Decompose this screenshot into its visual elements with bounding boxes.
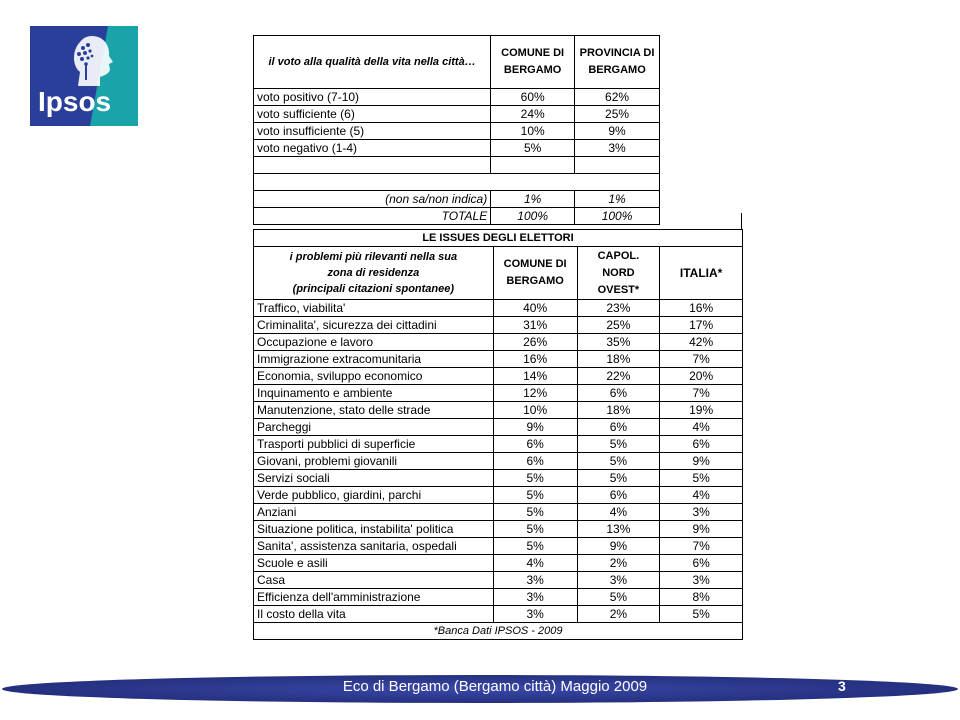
cell-value: 13% bbox=[577, 521, 660, 538]
column-header-capol: CAPOL. NORD OVEST* bbox=[577, 247, 660, 300]
cell-value: 17% bbox=[660, 317, 743, 334]
blank-cell bbox=[575, 157, 660, 174]
cell-value: 5% bbox=[577, 453, 660, 470]
table-row bbox=[254, 106, 660, 123]
column-header-provincia: PROVINCIA DI BERGAMO bbox=[575, 36, 660, 89]
table-row bbox=[254, 402, 743, 419]
cell-value: 23% bbox=[577, 300, 660, 317]
cell-value: 10% bbox=[493, 402, 577, 419]
row-label: voto negativo (1-4) bbox=[254, 140, 491, 157]
cell-value: 62% bbox=[575, 89, 660, 106]
cell-value: 5% bbox=[660, 606, 743, 623]
cell-value: 20% bbox=[660, 368, 743, 385]
cell-value: 4% bbox=[660, 419, 743, 436]
cell-value: 5% bbox=[493, 521, 577, 538]
table-row bbox=[254, 385, 743, 402]
row-label: Efficienza dell'amministrazione bbox=[254, 589, 494, 606]
cell-value: 6% bbox=[577, 487, 660, 504]
cell-value: 5% bbox=[660, 470, 743, 487]
row-label: Manutenzione, stato delle strade bbox=[254, 402, 494, 419]
cell-value: 100% bbox=[491, 208, 575, 225]
row-label: Economia, sviluppo economico bbox=[254, 368, 494, 385]
row-label: Casa bbox=[254, 572, 494, 589]
cell-value: 5% bbox=[577, 470, 660, 487]
cell-value: 5% bbox=[493, 470, 577, 487]
row-label: voto insufficiente (5) bbox=[254, 123, 491, 140]
cell-value: 18% bbox=[577, 402, 660, 419]
cell-value: 16% bbox=[660, 300, 743, 317]
table-row bbox=[254, 555, 743, 572]
logo-text: Ipsos bbox=[38, 86, 112, 117]
row-label: Sanita', assistenza sanitaria, ospedali bbox=[254, 538, 494, 555]
row-label: Situazione politica, instabilita' politica bbox=[254, 521, 494, 538]
cell-value: 9% bbox=[493, 419, 577, 436]
cell-value: 8% bbox=[660, 589, 743, 606]
cell-value: 3% bbox=[493, 589, 577, 606]
cell-value: 9% bbox=[575, 123, 660, 140]
cell-value: 9% bbox=[577, 538, 660, 555]
row-label: Scuole e asili bbox=[254, 555, 494, 572]
column-header-comune: COMUNE DI BERGAMO bbox=[493, 247, 577, 300]
cell-value: 3% bbox=[575, 140, 660, 157]
footnote-row bbox=[254, 623, 743, 640]
row-label: Servizi sociali bbox=[254, 470, 494, 487]
footnote: *Banca Dati IPSOS - 2009 bbox=[254, 623, 743, 640]
cell-value: 60% bbox=[491, 89, 575, 106]
question-header: il voto alla qualità della vita nella città… bbox=[254, 36, 491, 89]
cell-value: 9% bbox=[660, 453, 743, 470]
row-label: Immigrazione extracomunitaria bbox=[254, 351, 494, 368]
ipsos-logo bbox=[30, 26, 138, 126]
cell-value: 9% bbox=[660, 521, 743, 538]
cell-value: 4% bbox=[660, 487, 743, 504]
blank-cell bbox=[491, 157, 575, 174]
table-header-row bbox=[254, 36, 660, 89]
nonsa-row bbox=[254, 191, 660, 208]
cell-value: 5% bbox=[493, 538, 577, 555]
row-label: TOTALE bbox=[254, 208, 491, 225]
cell-value: 5% bbox=[577, 589, 660, 606]
row-label: Anziani bbox=[254, 504, 494, 521]
table-row bbox=[254, 538, 743, 555]
cell-value: 2% bbox=[577, 606, 660, 623]
quality-of-life-table bbox=[253, 35, 660, 225]
table-row bbox=[254, 606, 743, 623]
table-row bbox=[254, 589, 743, 606]
blank-row bbox=[254, 157, 660, 174]
question-line: (principali citazioni spontanee) bbox=[292, 283, 455, 295]
table-row bbox=[254, 504, 743, 521]
column-header-italia: ITALIA* bbox=[660, 247, 743, 300]
cell-value: 6% bbox=[493, 453, 577, 470]
row-label: Il costo della vita bbox=[254, 606, 494, 623]
row-label: Occupazione e lavoro bbox=[254, 334, 494, 351]
cell-value: 25% bbox=[577, 317, 660, 334]
cell-value: 40% bbox=[493, 300, 577, 317]
table-row bbox=[254, 300, 743, 317]
cell-value: 18% bbox=[577, 351, 660, 368]
cell-value: 19% bbox=[660, 402, 743, 419]
cell-value: 5% bbox=[493, 487, 577, 504]
row-label: (non sa/non indica) bbox=[254, 191, 491, 208]
table-row bbox=[254, 419, 743, 436]
row-label: Verde pubblico, giardini, parchi bbox=[254, 487, 494, 504]
cell-value: 35% bbox=[577, 334, 660, 351]
table-row bbox=[254, 470, 743, 487]
footer-text: Eco di Bergamo (Bergamo città) Maggio 2009 bbox=[342, 678, 648, 695]
cell-value: 3% bbox=[493, 572, 577, 589]
cell-value: 16% bbox=[493, 351, 577, 368]
column-header-comune: COMUNE DI BERGAMO bbox=[491, 36, 575, 89]
row-label: Criminalita', sicurezza dei cittadini bbox=[254, 317, 494, 334]
row-label: voto sufficiente (6) bbox=[254, 106, 491, 123]
cell-value: 5% bbox=[491, 140, 575, 157]
cell-value: 2% bbox=[577, 555, 660, 572]
cell-value: 5% bbox=[493, 504, 577, 521]
question-header bbox=[254, 247, 494, 300]
cell-value: 100% bbox=[575, 208, 660, 225]
blank-cell bbox=[254, 157, 491, 174]
table-row bbox=[254, 436, 743, 453]
issues-table bbox=[253, 229, 743, 640]
cell-value: 7% bbox=[660, 351, 743, 368]
page-number: 3 bbox=[838, 678, 846, 694]
table-row bbox=[254, 521, 743, 538]
cell-value: 26% bbox=[493, 334, 577, 351]
table-row bbox=[254, 334, 743, 351]
table-row bbox=[254, 487, 743, 504]
row-label: Trasporti pubblici di superficie bbox=[254, 436, 494, 453]
table-row bbox=[254, 453, 743, 470]
table-row bbox=[254, 89, 660, 106]
table-title: LE ISSUES DEGLI ELETTORI bbox=[254, 230, 743, 247]
question-line: i problemi più rilevanti nella sua bbox=[289, 251, 458, 263]
cell-value: 6% bbox=[660, 555, 743, 572]
cell-value: 6% bbox=[493, 436, 577, 453]
cell-value: 14% bbox=[493, 368, 577, 385]
table-row bbox=[254, 317, 743, 334]
table-row bbox=[254, 123, 660, 140]
cell-value: 31% bbox=[493, 317, 577, 334]
cell-value: 1% bbox=[491, 191, 575, 208]
cell-value: 6% bbox=[577, 385, 660, 402]
cell-value: 42% bbox=[660, 334, 743, 351]
cell-value: 5% bbox=[577, 436, 660, 453]
table-row bbox=[254, 140, 660, 157]
totale-row bbox=[254, 208, 660, 225]
cell-value: 7% bbox=[660, 538, 743, 555]
row-label: Giovani, problemi giovanili bbox=[254, 453, 494, 470]
cell-value: 6% bbox=[577, 419, 660, 436]
cell-value: 12% bbox=[493, 385, 577, 402]
row-label: Parcheggi bbox=[254, 419, 494, 436]
cell-value: 3% bbox=[660, 572, 743, 589]
cell-value: 24% bbox=[491, 106, 575, 123]
cell-value: 1% bbox=[575, 191, 660, 208]
row-label: voto positivo (7-10) bbox=[254, 89, 491, 106]
table-row bbox=[254, 351, 743, 368]
table-title-row bbox=[254, 230, 743, 247]
cell-value: 25% bbox=[575, 106, 660, 123]
cell-value: 10% bbox=[491, 123, 575, 140]
cell-value: 7% bbox=[660, 385, 743, 402]
table-header-row bbox=[254, 247, 743, 300]
table-row bbox=[254, 572, 743, 589]
cell-value: 4% bbox=[577, 504, 660, 521]
cell-value: 3% bbox=[493, 606, 577, 623]
cell-value: 22% bbox=[577, 368, 660, 385]
divider-line bbox=[741, 213, 742, 230]
cell-value: 6% bbox=[660, 436, 743, 453]
table-row bbox=[254, 368, 743, 385]
cell-value: 4% bbox=[493, 555, 577, 572]
issues-table-body bbox=[254, 300, 743, 623]
cell-value: 3% bbox=[660, 504, 743, 521]
question-line: zona di residenza bbox=[327, 267, 420, 279]
cell-value: 3% bbox=[577, 572, 660, 589]
row-label: Inquinamento e ambiente bbox=[254, 385, 494, 402]
row-label: Traffico, viabilita' bbox=[254, 300, 494, 317]
blank-cell bbox=[254, 174, 660, 191]
blank-row bbox=[254, 174, 660, 191]
